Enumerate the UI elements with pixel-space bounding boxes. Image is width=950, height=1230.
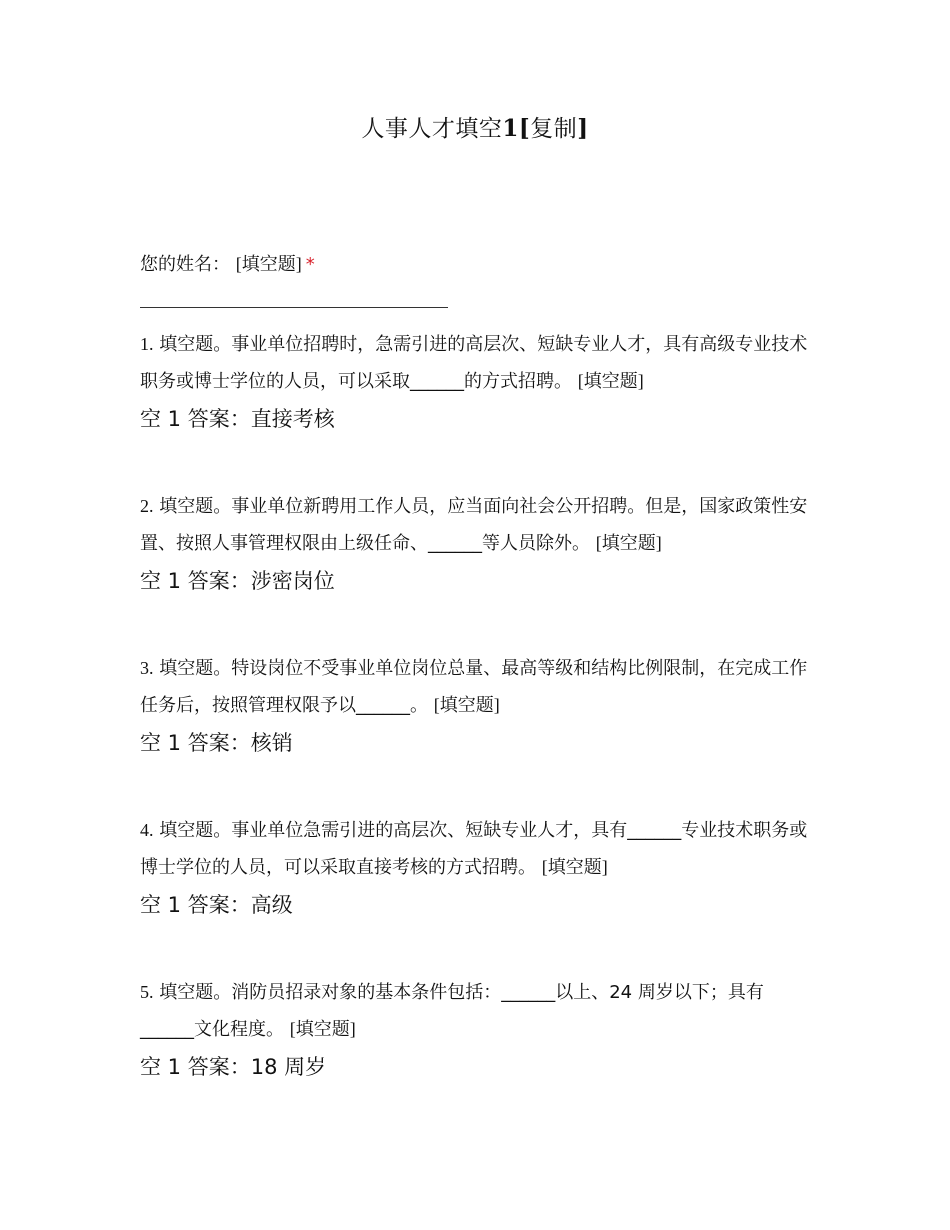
answer-text: 空 1 答案：高级 <box>140 893 293 917</box>
question-item <box>140 488 815 596</box>
question-type-tag: [填空题] <box>577 371 644 391</box>
question-item <box>140 812 815 920</box>
name-field-row <box>140 250 315 276</box>
question-type-tag: [填空题] <box>541 857 608 877</box>
question-text-block <box>140 974 815 1048</box>
question-type-tag: [填空题] <box>289 1019 356 1039</box>
question-number: 2. <box>140 496 154 516</box>
question-text: 填空题。消防员招录对象的基本条件包括：______以上、24 周岁以下；具有______文化程度。 <box>140 982 764 1040</box>
question-number: 3. <box>140 658 154 678</box>
title-close-bracket: ] <box>577 115 589 142</box>
question-item <box>140 326 815 434</box>
question-number: 4. <box>140 820 154 840</box>
page-title <box>0 110 950 143</box>
answer-text: 空 1 答案：涉密岗位 <box>140 569 335 593</box>
name-type-tag: [填空题] <box>235 254 302 274</box>
question-item <box>140 974 815 1082</box>
question-number: 5. <box>140 982 154 1002</box>
question-text-block <box>140 326 815 400</box>
title-suffix: 1[ <box>502 115 531 142</box>
question-text-block <box>140 488 815 562</box>
title-text: 人事人才填空 <box>361 116 503 142</box>
question-number: 1. <box>140 334 154 354</box>
question-text: 填空题。特设岗位不受事业单位岗位总量、最高等级和结构比例限制，在完成工作任务后，按照管理权限予以______。 <box>140 658 808 716</box>
question-text-block <box>140 812 815 886</box>
question-text: 填空题。事业单位急需引进的高层次、短缺专业人才，具有______专业技术职务或博士学位的人员，可以采取直接考核的方式招聘。 <box>140 820 808 878</box>
answer-text: 空 1 答案：核销 <box>140 731 293 755</box>
question-text-block <box>140 650 815 724</box>
name-label: 您的姓名： <box>140 254 230 275</box>
question-text: 填空题。事业单位招聘时，急需引进的高层次、短缺专业人才，具有高级专业技术职务或博士学位的人员，可以采取______的方式招聘。 <box>140 334 808 392</box>
required-mark: * <box>305 254 315 275</box>
question-type-tag: [填空题] <box>433 695 500 715</box>
name-input-line[interactable] <box>140 307 448 308</box>
copy-label: 复制 <box>530 116 578 142</box>
answer-text: 空 1 答案：18 周岁 <box>140 1055 327 1079</box>
question-text: 填空题。事业单位新聘用工作人员，应当面向社会公开招聘。但是，国家政策性安置、按照人事管理权限由上级任命、______等人员除外。 <box>140 496 808 554</box>
question-item <box>140 650 815 758</box>
question-type-tag: [填空题] <box>595 533 662 553</box>
answer-text: 空 1 答案：直接考核 <box>140 407 335 431</box>
